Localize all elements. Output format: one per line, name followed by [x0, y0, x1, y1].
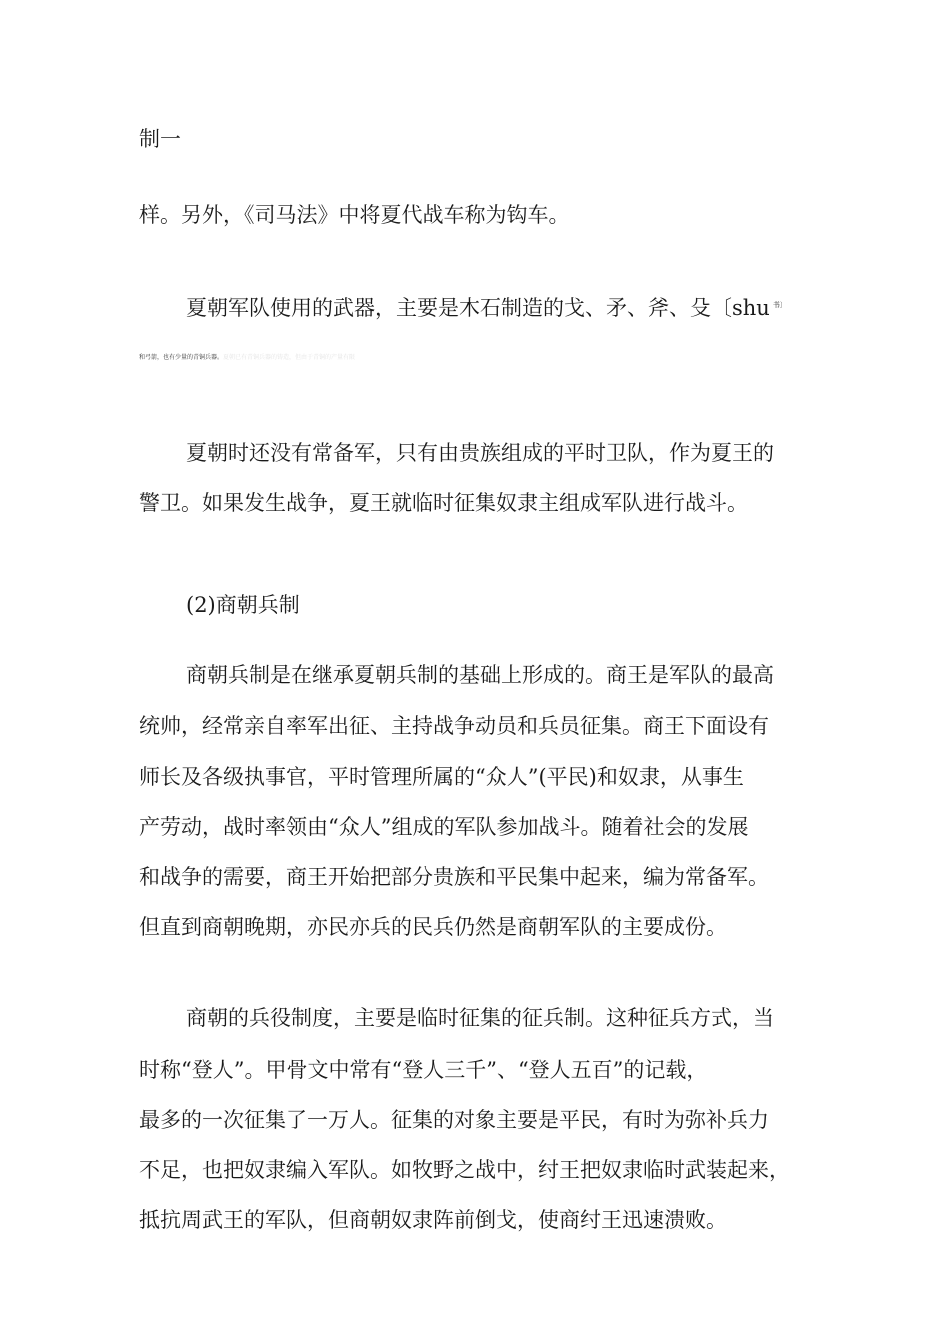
- small-line-text: 和弓箭，也有少量的青铜兵器。: [139, 354, 224, 361]
- paragraph-1-line-1: 制一: [139, 127, 181, 151]
- paragraph-4-line-1: 商朝兵制是在继承夏朝兵制的基础上形成的。商王是军队的最高: [186, 663, 774, 687]
- paragraph-4-line-4: 产劳动，战时率领由“众人”组成的军队参加战斗。随着社会的发展: [139, 815, 749, 839]
- paragraph-4-line-2: 统帅，经常亲自率军出征、主持战争动员和兵员征集。商王下面设有: [139, 714, 769, 738]
- paragraph-1-line-2: 样。另外，《司马法》中将夏代战车称为钩车。: [139, 203, 570, 227]
- paragraph-5-line-5: 抵抗周武王的军队，但商朝奴隶阵前倒戈，使商纣王迅速溃败。: [139, 1208, 727, 1232]
- pinyin-annotation: 书〕: [772, 301, 787, 309]
- paragraph-5-line-2: 时称“登人”。甲骨文中常有“登人三千”、“登人五百”的记载，: [139, 1058, 708, 1082]
- paragraph-2-small-line: [139, 354, 355, 362]
- paragraph-3-line-2: 警卫。如果发生战争，夏王就临时征集奴隶主组成军队进行战斗。: [139, 491, 748, 515]
- paragraph-2-line-1-text: 夏朝军队使用的武器，主要是木石制造的戈、矛、斧、殳〔shu: [186, 296, 770, 320]
- section-heading: (2)商朝兵制: [186, 593, 300, 617]
- paragraph-2-line-1: [186, 290, 787, 323]
- paragraph-4-line-5: 和战争的需要，商王开始把部分贵族和平民集中起来，编为常备军。: [139, 865, 769, 889]
- small-line-faint-text: 夏朝已有青铜兵器的铸造，但由于青铜的产量有限: [223, 354, 356, 361]
- paragraph-5-line-4: 不足，也把奴隶编入军队。如牧野之战中，纣王把奴隶临时武装起来，: [139, 1158, 790, 1182]
- paragraph-4-line-6: 但直到商朝晚期，亦民亦兵的民兵仍然是商朝军队的主要成份。: [139, 915, 727, 939]
- paragraph-3-line-1: 夏朝时还没有常备军，只有由贵族组成的平时卫队，作为夏王的: [186, 441, 774, 465]
- paragraph-5-line-3: 最多的一次征集了一万人。征集的对象主要是平民，有时为弥补兵力: [139, 1108, 769, 1132]
- paragraph-4-line-3: 师长及各级执事官，平时管理所属的“众人”(平民)和奴隶，从事生: [139, 765, 744, 789]
- paragraph-5-line-1: 商朝的兵役制度，主要是临时征集的征兵制。这种征兵方式，当: [186, 1006, 774, 1030]
